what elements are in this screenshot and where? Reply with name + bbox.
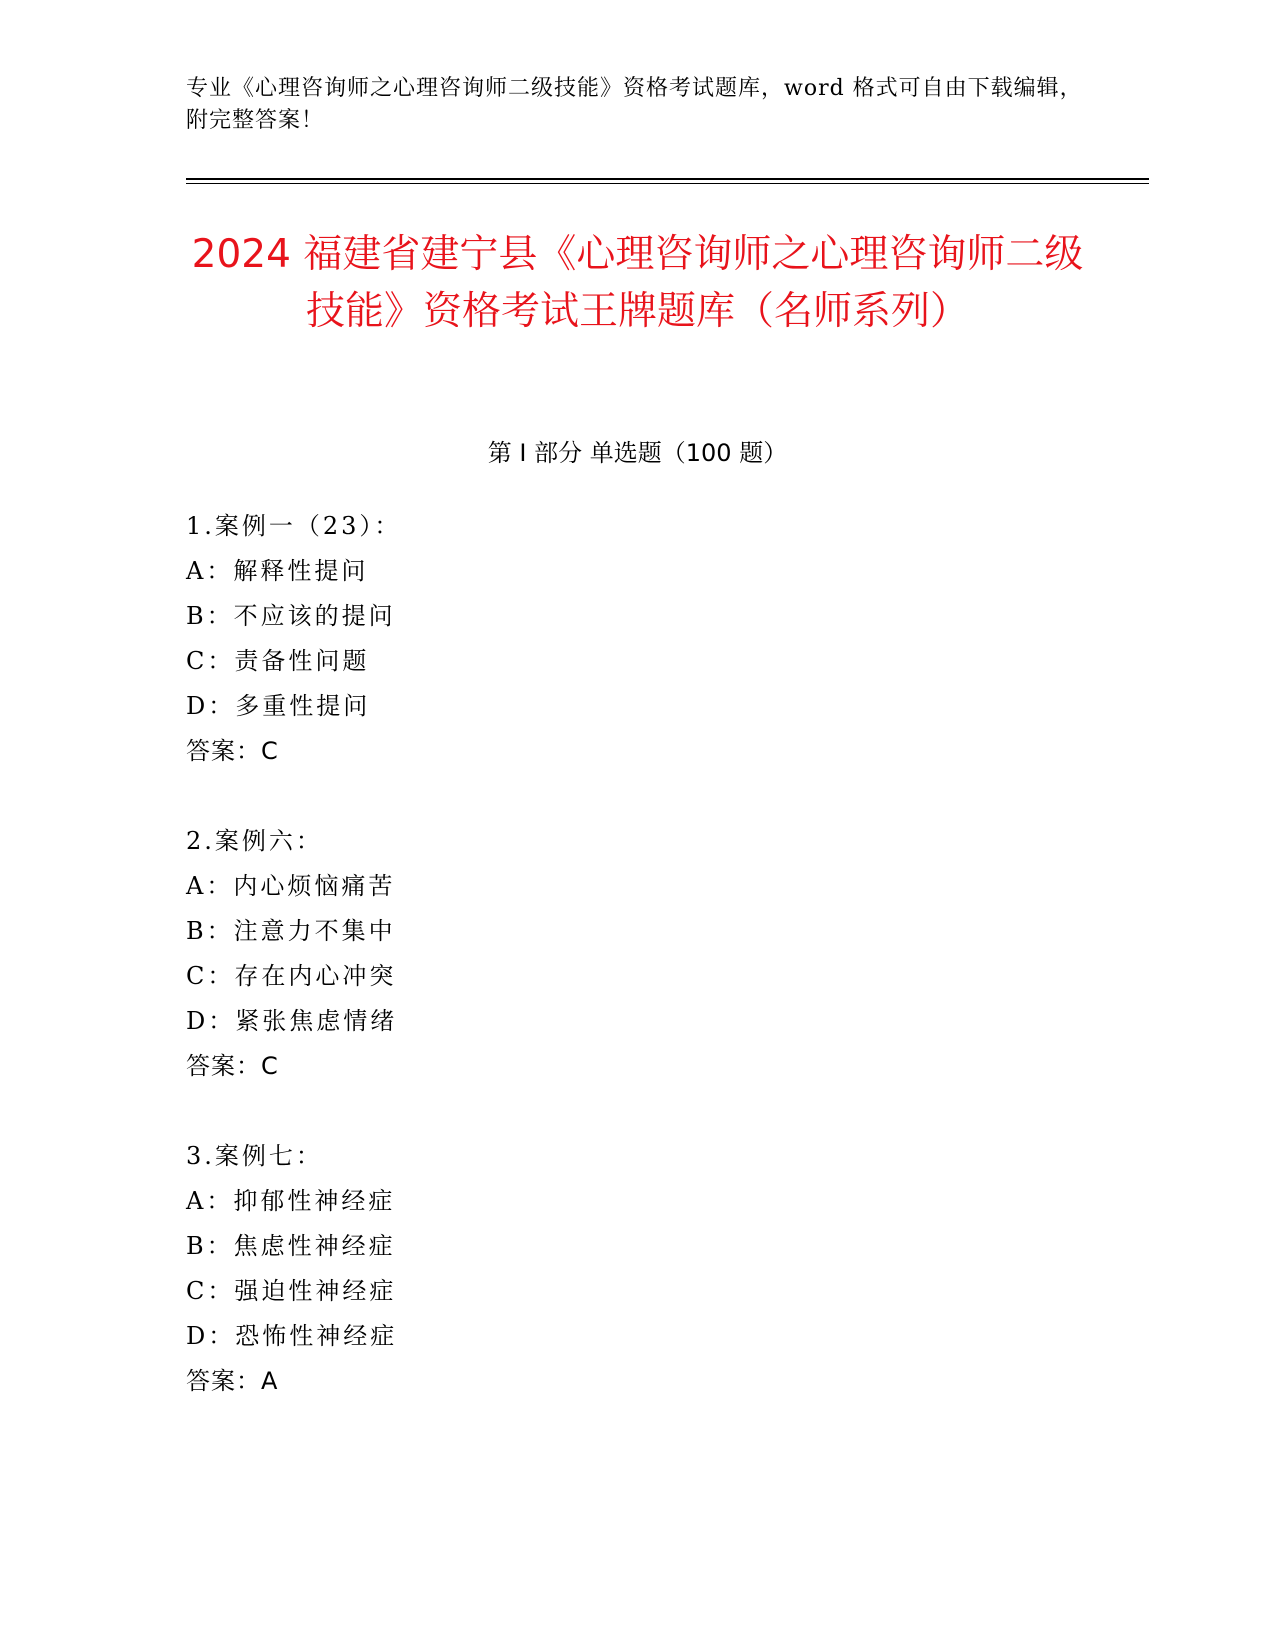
answer-line: 答案：C xyxy=(186,1052,279,1080)
option-d: D：紧张焦虑情绪 xyxy=(186,1007,398,1035)
answer-line: 答案：C xyxy=(186,737,279,765)
option-d: D：多重性提问 xyxy=(186,692,371,720)
option-c: C：存在内心冲突 xyxy=(186,962,397,990)
option-d: D：恐怖性神经症 xyxy=(186,1322,398,1350)
option-b: B：焦虑性神经症 xyxy=(186,1232,396,1260)
option-b: B：不应该的提问 xyxy=(186,602,396,630)
option-a: A：内心烦恼痛苦 xyxy=(186,872,396,900)
question-block xyxy=(186,1134,886,1404)
question-stem: 3.案例七： xyxy=(186,1142,323,1170)
answer-line: 答案：A xyxy=(186,1367,279,1395)
header-divider-thick xyxy=(186,178,1149,180)
header-divider-thin xyxy=(186,183,1149,184)
option-c: C：强迫性神经症 xyxy=(186,1277,397,1305)
section-heading: 第 I 部分 单选题（100 题） xyxy=(487,439,788,467)
option-a: A：抑郁性神经症 xyxy=(186,1187,396,1215)
question-block xyxy=(186,819,886,1089)
question-stem: 2.案例六： xyxy=(186,827,323,855)
option-c: C：责备性问题 xyxy=(186,647,370,675)
question-block xyxy=(186,504,886,774)
option-b: B：注意力不集中 xyxy=(186,917,396,945)
document-header-note: 专业《心理咨询师之心理咨询师二级技能》资格考试题库，word 格式可自由下载编辑，附完整答案！ xyxy=(186,76,1083,133)
document-title: 2024 福建省建宁县《心理咨询师之心理咨询师二级技能》资格考试王牌题库（名师系列） xyxy=(191,232,1084,334)
question-stem: 1.案例一（23）： xyxy=(186,512,402,540)
option-a: A：解释性提问 xyxy=(186,557,369,585)
